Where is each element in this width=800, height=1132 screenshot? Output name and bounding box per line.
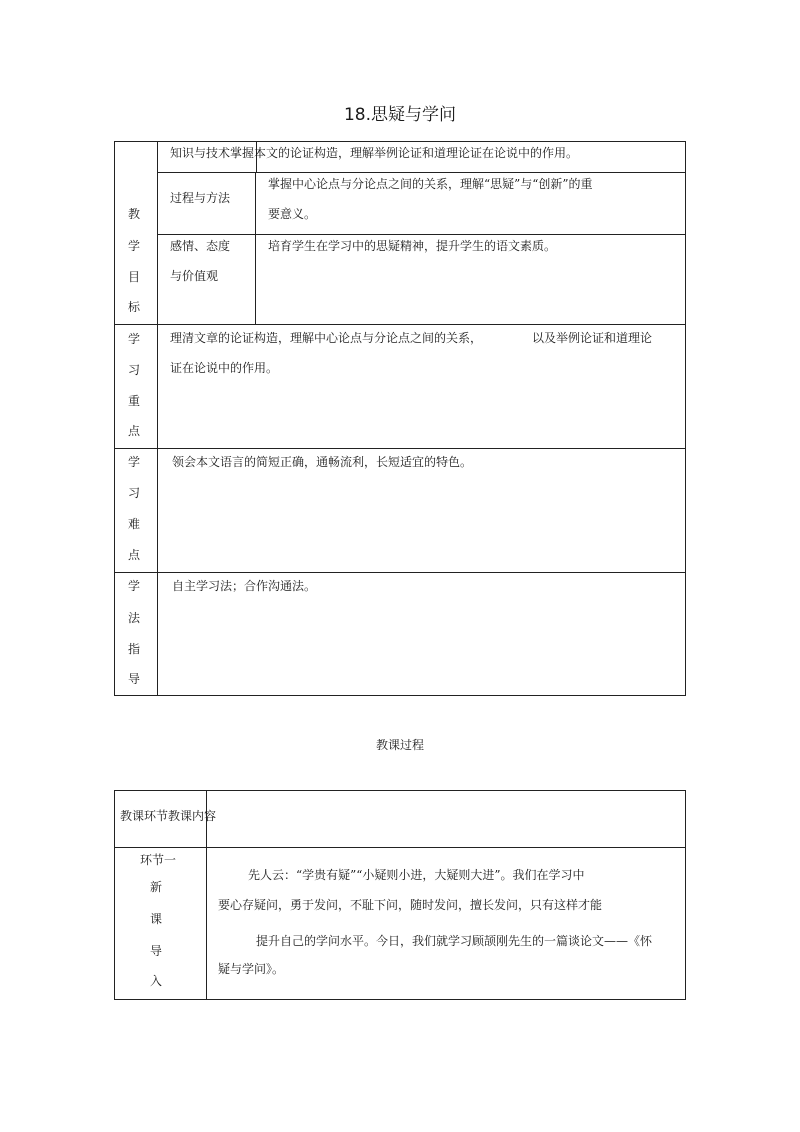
step-char: 课 <box>149 912 162 926</box>
step-char: 入 <box>149 974 162 988</box>
intro-line3: 提升自己的学问水平。今日，我们就学习顾颉刚先生的一篇谈论文——《怀 <box>256 934 653 948</box>
label-char: 法 <box>127 611 140 625</box>
process-section-title: 教课过程 <box>375 738 424 752</box>
label-char: 点 <box>127 548 140 562</box>
key-points-line2: 证在论说中的作用。 <box>170 361 279 375</box>
label-char: 习 <box>127 486 140 500</box>
step-char: 新 <box>149 880 162 894</box>
methods-text: 自主学习法；合作沟通法。 <box>172 579 317 593</box>
page-title: 18.思疑与学问 <box>343 105 457 125</box>
process-table-header: 教课环节教课内容 <box>120 809 217 823</box>
step-label: 环节一 <box>140 853 177 867</box>
process-text-line1: 掌握中心论点与分论点之间的关系，理解“思疑”与“创新”的重 <box>268 177 593 191</box>
label-char: 学 <box>127 579 140 593</box>
key-points-line1b: 以及举例论证和道理论 <box>532 331 653 345</box>
label-char: 指 <box>127 642 140 656</box>
label-char: 点 <box>127 424 140 438</box>
label-char: 学 <box>127 455 140 469</box>
label-char: 重 <box>127 394 140 408</box>
emotion-text: 培育学生在学习中的思疑精神，提升学生的语文素质。 <box>268 239 557 253</box>
key-points-line1: 理清文章的论证构造，理解中心论点与分论点之间的关系， <box>170 331 483 345</box>
intro-line1: 先人云：“学贵有疑”“小疑则小进，大疑则大进”。我们在学习中 <box>248 868 585 882</box>
step-char: 导 <box>149 944 162 958</box>
label-char: 教 <box>127 207 140 221</box>
label-char: 标 <box>127 300 140 314</box>
process-text-line2: 要意义。 <box>268 207 317 221</box>
label-char: 目 <box>127 270 140 284</box>
emotion-label-line1: 感情、态度 <box>170 239 231 253</box>
process-label: 过程与方法 <box>170 191 231 205</box>
intro-line2: 要心存疑问，勇于发问，不耻下问，随时发问，擅长发问，只有这样才能 <box>218 898 603 912</box>
label-char: 难 <box>127 517 140 531</box>
knowledge-objective: 知识与技术掌握本文的论证构造，理解举例论证和道理论证在论说中的作用。 <box>170 146 579 160</box>
label-char: 导 <box>127 672 140 686</box>
label-char: 学 <box>127 239 140 253</box>
emotion-label-line2: 与价值观 <box>170 269 219 283</box>
label-char: 习 <box>127 363 140 377</box>
intro-line4: 疑与学问》。 <box>218 962 285 976</box>
difficulties-text: 领会本文语言的简短正确，通畅流利，长短适宜的特色。 <box>172 455 473 469</box>
label-char: 学 <box>127 332 140 346</box>
